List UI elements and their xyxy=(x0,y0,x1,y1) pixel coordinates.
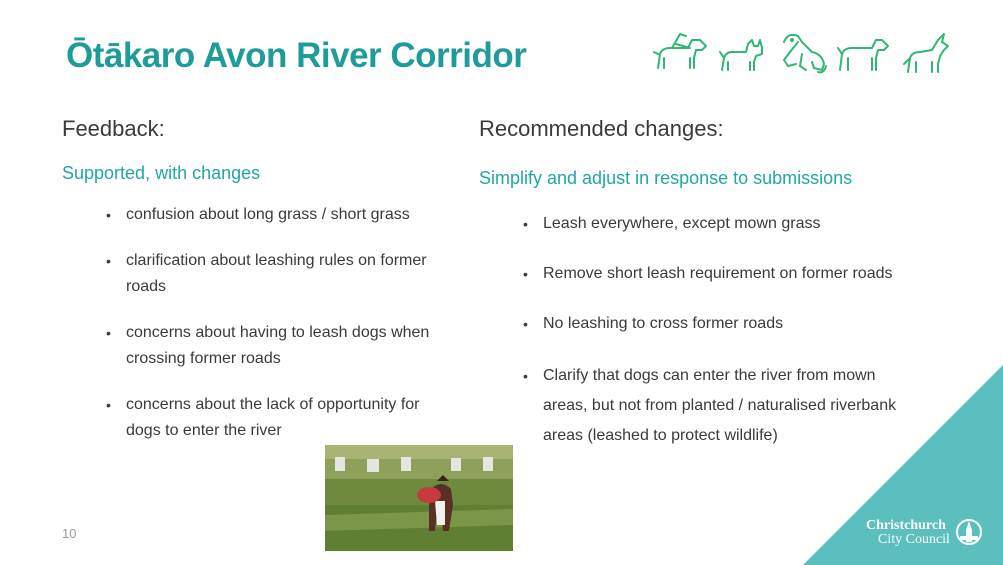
howling-dog-icon xyxy=(904,34,948,72)
feedback-list xyxy=(106,202,451,464)
page-number: 10 xyxy=(62,526,77,541)
dog-frisbee-photo xyxy=(325,445,513,551)
logo-line-2: City Council xyxy=(878,532,950,547)
playing-dog-icon xyxy=(784,35,826,73)
list-item: • Remove short leash requirement on former roads xyxy=(523,265,893,282)
logo-line-1: Christchurch xyxy=(866,518,946,533)
list-item: • concerns about having to leash dogs when crossing former roads xyxy=(106,324,430,367)
list-item: • Clarify that dogs can enter the river from mown areas, but not from planted / naturalised riverbank areas (leashed to protect wildlife) xyxy=(523,367,897,444)
council-logo xyxy=(866,519,950,547)
dog-icons-row xyxy=(650,28,955,76)
recommendations-subheading: Simplify and adjust in response to submissions xyxy=(479,168,853,188)
recommendations-heading: Recommended changes: xyxy=(479,116,724,141)
list-item: • clarification about leashing rules on former roads xyxy=(106,252,427,295)
guide-dog-icon xyxy=(654,34,706,68)
list-item: • No leashing to cross former roads xyxy=(523,315,784,332)
slide-title: Ōtākaro Avon River Corridor xyxy=(66,36,527,75)
feedback-subheading: Supported, with changes xyxy=(62,163,261,183)
list-item: • concerns about the lack of opportunity for dogs to enter the river xyxy=(106,396,420,439)
feedback-heading: Feedback: xyxy=(62,116,165,141)
list-item: • confusion about long grass / short grass xyxy=(106,206,410,223)
cathedral-logo-icon xyxy=(956,518,982,546)
small-dog-icon xyxy=(720,40,762,70)
list-item: • Leash everywhere, except mown grass xyxy=(523,215,821,232)
standing-dog-icon xyxy=(838,40,888,70)
